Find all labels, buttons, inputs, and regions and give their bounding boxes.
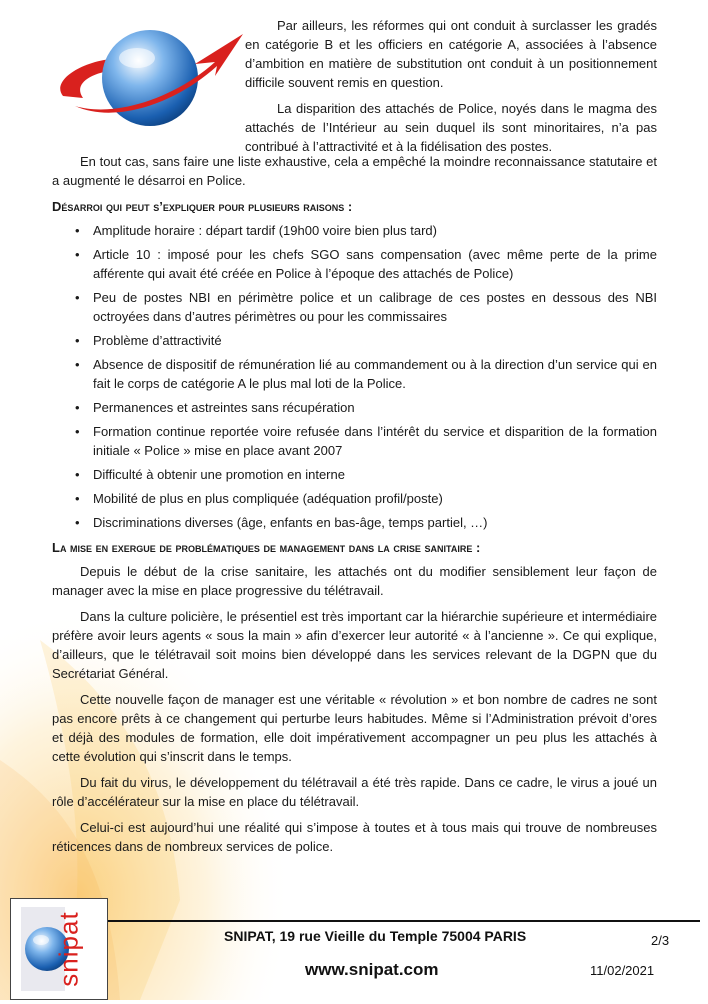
bullet-icon: • [75,467,80,482]
bullet-icon: • [75,400,80,415]
bullet-icon: • [75,223,80,238]
section-heading-desarroi: Désarroi qui peut s’expliquer pour plusieurs raisons : [52,199,353,214]
bullet-icon: • [75,491,80,506]
footer-date: 11/02/2021 [590,963,655,978]
bullet-icon: • [75,247,80,262]
bullet-icon: • [75,290,80,305]
reasons-list [52,221,657,532]
list-item: • Article 10 : imposé pour les chefs SGO sans compensation (avec même perte de la prime afférente qui avait été créée en Police à l’époque des attachés de Police) [75,247,657,281]
paragraph: Depuis le début de la crise sanitaire, les attachés ont du modifier sensiblement leur façon de manager avec la mise en place progressive du télétravail. [52,564,657,598]
bullet-icon: • [75,333,80,348]
intro-text-block [245,16,657,163]
list-item: • Discriminations diverses (âge, enfants en bas-âge, temps partiel, …) [75,515,488,530]
list-item: • Peu de postes NBI en périmètre police et un calibrage de ces postes en dessous des NBI octroyées dans d’autres périmètres ou pour les commissaires [75,290,657,324]
paragraph: Dans la culture policière, le présentiel est très important car la hiérarchie supérieure et intermédiaire préfère avoir leurs agents « sous la main » afin d’exercer leur autorité « à l’ancienne ». Ce qui explique, d’ailleurs, que le télétravail soit moins bien développé dans les services relevant de la DGPN que du Secrétariat Général. [52,609,657,681]
section-heading-management: La mise en exergue de problématiques de management dans la crise sanitaire : [52,540,481,555]
main-content [52,152,657,856]
footer-divider [108,920,700,922]
paragraph: Celui-ci est aujourd’hui une réalité qui s’impose à toutes et à tous mais qui trouve de nombreuses réticences dans de nombreux services de police. [52,820,657,854]
bullet-icon: • [75,424,80,439]
list-item: • Formation continue reportée voire refusée dans l’intérêt du service et disparition de la formation initiale « Police » mise en place avant 2007 [75,424,657,458]
bullet-icon: • [75,515,80,530]
paragraph: Du fait du virus, le développement du télétravail a été très rapide. Dans ce cadre, le virus a joué un rôle d’accélérateur sur la mise en place du télétravail. [52,775,657,809]
list-item: • Difficulté à obtenir une promotion en interne [75,467,345,482]
list-item: • Absence de dispositif de rémunération lié au commandement ou à la direction d’un service qui en fait le corps de catégorie A le plus mal loti de la Police. [75,357,657,391]
intro-paragraph-2: La disparition des attachés de Police, noyés dans le magma des attachés de l’Intérieur au sein duquel ils sont minoritaires, n’a pas contribué à l’attractivité et à la fidélisation des postes. [245,101,657,154]
page-footer [10,898,700,1000]
list-item: • Amplitude horaire : départ tardif (19h00 voire bien plus tard) [75,223,437,238]
snipat-globe-logo [55,18,245,138]
intro-paragraph-1: Par ailleurs, les réformes qui ont conduit à surclasser les gradés en catégorie B et les officiers en catégorie A, associées à l’absence d’ambition en matière de substitution ont conduit à un positionnement difficile souvent remis en question. [245,18,657,90]
list-item: • Mobilité de plus en plus compliquée (adéquation profil/poste) [75,491,443,506]
paragraph: Cette nouvelle façon de manager est une véritable « révolution » et bon nombre de cadres ne sont pas encore prêts à ce changement qui perturbe leurs habitudes. Même si l’Administration prévoit d’ores et déjà des modules de formation, elle doit impérativement accompagner un peu plus les attachés à cette évolution qui s’inscrit dans le temps. [52,692,657,764]
bullet-icon: • [75,357,80,372]
footer-address: SNIPAT, 19 rue Vieille du Temple 75004 PARIS [224,928,527,944]
list-item: • Permanences et astreintes sans récupération [75,400,355,415]
footer-logo-text: snipat [53,911,84,987]
footer-website-link[interactable]: www.snipat.com [305,960,439,979]
list-item: • Problème d’attractivité [75,333,222,348]
paragraph-summary: En tout cas, sans faire une liste exhaustive, cela a empêché la moindre reconnaissance statutaire et a augmenté le désarroi en Police. [52,154,657,188]
page-number: 2/3 [651,933,670,948]
footer-logo [10,898,108,1000]
